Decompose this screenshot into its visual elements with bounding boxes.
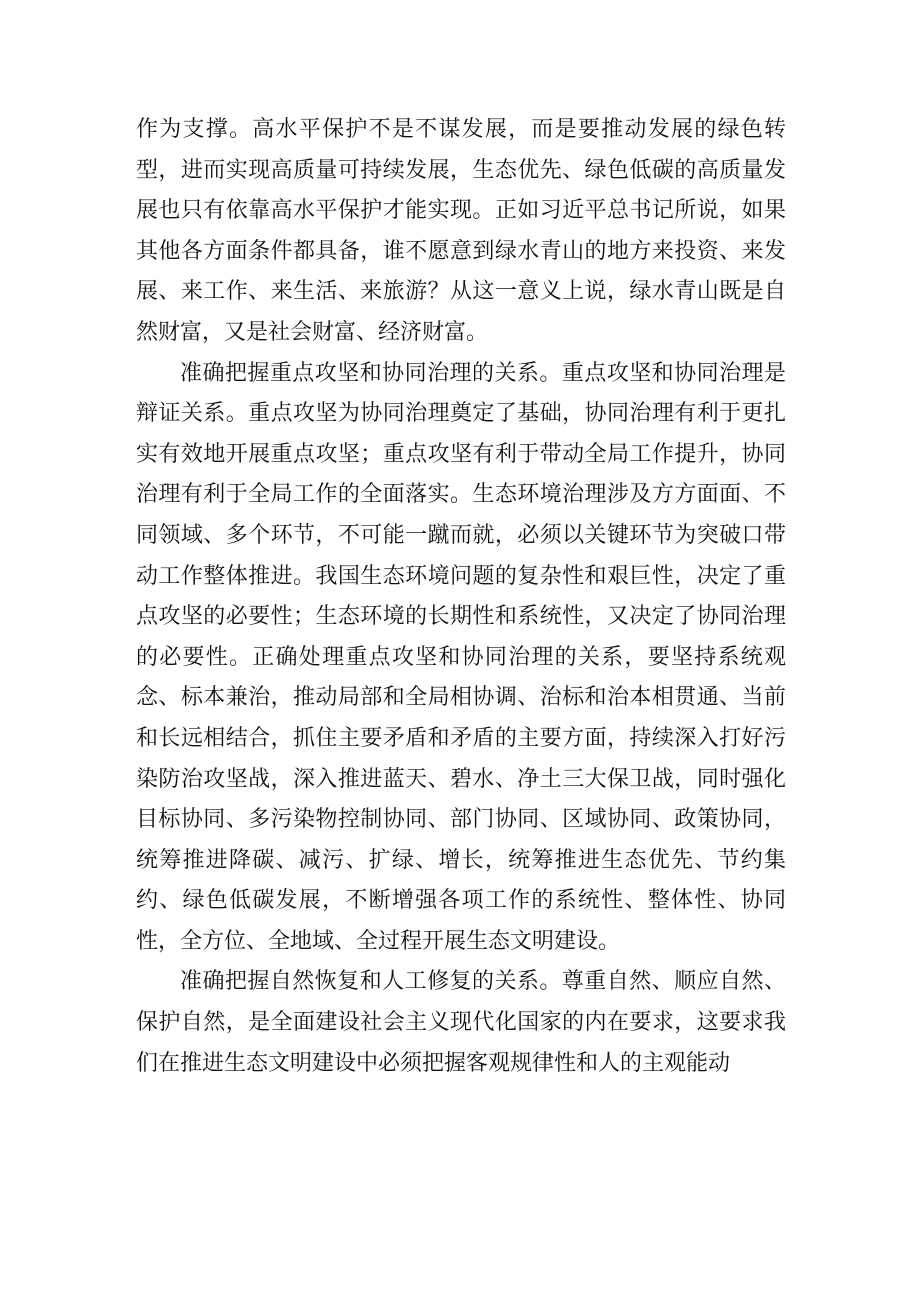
paragraph-natural-and-artificial-restoration: 准确把握自然恢复和人工修复的关系。尊重自然、顺应自然、保护自然，是全面建设社会主义现代化国家的内在要求，这要求我们在推进生态文明建设中必须把握客观规律性和人的主观能动 <box>136 969 786 1076</box>
document-body <box>136 110 786 1084</box>
paragraph-key-breakthrough-and-coordinated-governance: 准确把握重点攻坚和协同治理的关系。重点攻坚和协同治理是辩证关系。重点攻坚为协同治理奠定了基础，协同治理有利于更扎实有效地开展重点攻坚；重点攻坚有利于带动全局工作提升，协同治理有利于全局工作的全面落实。生态环境治理涉及方方面面、不同领域、多个环节，不可能一蹴而就，必须以关键环节为突破口带动工作整体推进。我国生态环境问题的复杂性和艰巨性，决定了重点攻坚的必要性；生态环境的长期性和系统性，又决定了协同治理的必要性。正确处理重点攻坚和协同治理的关系，要坚持系统观念、标本兼治，推动局部和全局相协调、治标和治本相贯通、当前和长远相结合，抓住主要矛盾和矛盾的主要方面，持续深入打好污染防治攻坚战，深入推进蓝天、碧水、净土三大保卫战，同时强化目标协同、多污染物控制协同、部门协同、区域协同、政策协同，统筹推进降碳、减污、扩绿、增长，统筹推进生态优先、节约集约、绿色低碳发展，不断增强各项工作的系统性、整体性、协同性，全方位、全地域、全过程开展生态文明建设。 <box>136 360 786 954</box>
paragraph-continuation: 作为支撑。高水平保护不是不谋发展，而是要推动发展的绿色转型，进而实现高质量可持续发展，生态优先、绿色低碳的高质量发展也只有依靠高水平保护才能实现。正如习近平总书记所说，如果其他各方面条件都具备，谁不愿意到绿水青山的地方来投资、来发展、来工作、来生活、来旅游？从这一意义上说，绿水青山既是自然财富，又是社会财富、经济财富。 <box>136 117 786 345</box>
